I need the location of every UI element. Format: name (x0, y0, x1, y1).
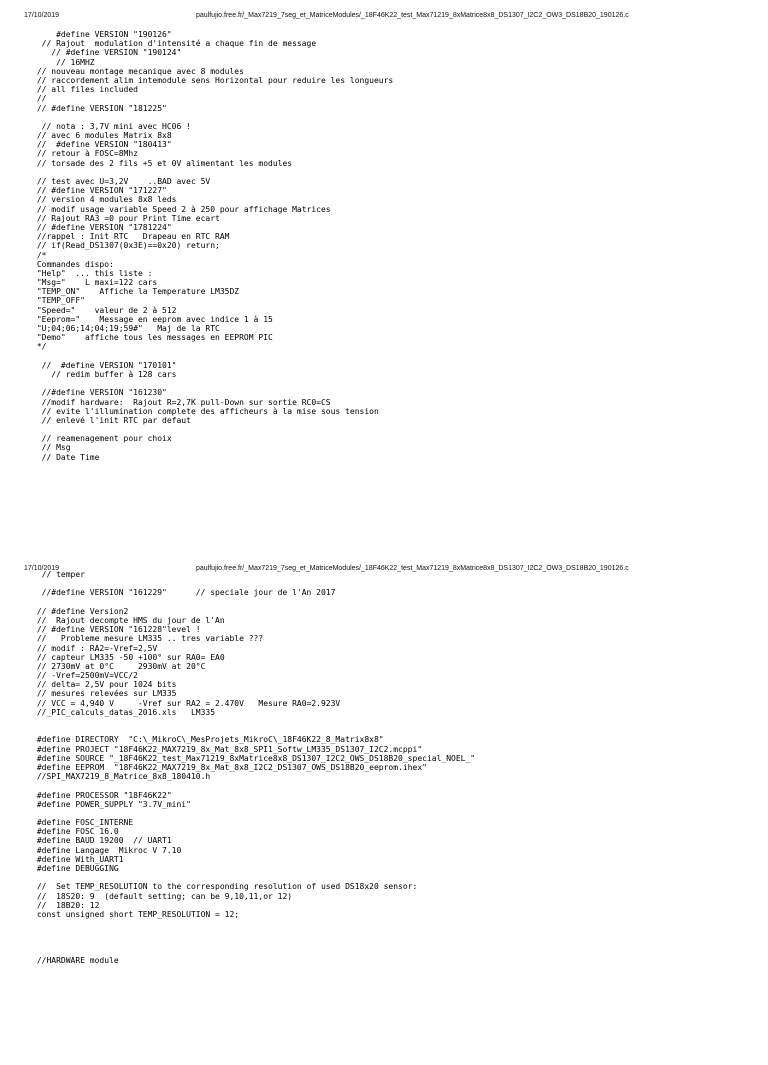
code-line: //_PIC_calculs_datas_2016.xls LM335 (32, 707, 216, 717)
code-line: // Msg (32, 443, 71, 453)
code-line: /* (32, 250, 47, 260)
code-listing (32, 570, 744, 965)
code-line: "TEMP_ON" Affiche la Temperature LM35DZ (32, 287, 240, 297)
code-line: // enlevé l'init RTC par defaut (32, 415, 191, 425)
code-line: "TEMP_OFF" (32, 296, 85, 306)
code-line: // 2730mV at 0°C 2930mV at 20°C (32, 661, 206, 671)
code-line: // 18B20: 12 (32, 900, 100, 910)
code-line: #define DEBUGGING (32, 864, 119, 873)
header-date: 17/10/2019 (24, 12, 60, 19)
code-line: //HARDWARE module (32, 955, 119, 965)
document-page-2 (0, 553, 768, 1065)
code-line: // -Vref=2500mV=VCC/2 (32, 671, 138, 681)
code-line: #define SOURCE "_18F46K22_test_Max71219_8xMatrice8x8_DS1307_I2C2_OWS_DS18B20_special_NOEL_" (32, 753, 476, 763)
code-line: // #define VERSION "181225" (32, 103, 167, 113)
code-line: // #define VERSION "170101" (32, 360, 177, 370)
code-line (32, 379, 744, 388)
code-line: // #define VERSION "1781224" (32, 222, 172, 232)
code-line (32, 938, 744, 947)
code-line: // temper (32, 570, 85, 579)
code-line (32, 579, 744, 588)
code-line: "Speed=" valeur de 2 à 512 (32, 305, 177, 315)
code-line: // Rajout modulation d'intensité a chaque fin de message (32, 39, 317, 49)
code-line: // version 4 modules 8x8 leds (32, 195, 177, 205)
code-line: // torsade des 2 fils +5 et 0V alimentant les modules (32, 158, 293, 168)
code-line (32, 809, 744, 818)
code-line: #define Langage Mikroc V 7.10 (32, 845, 182, 855)
code-line: #define BAUD 19200 // UART1 (32, 836, 172, 846)
code-line: //SPI_MAX7219_8_Matrice_8x8_180410.h (32, 772, 211, 782)
code-line: #define PROJECT "18F46K22_MAX7219_8x_Mat_8x8_SPI1_Softw_LM335_DS1307_I2C2.mcppi" (32, 744, 423, 754)
code-line: // nota : 3,7V mini avec HC06 ! (32, 121, 191, 131)
code-line: // #define VERSION "190124" (32, 48, 182, 58)
code-line: // if(Read_DS1307(0x3E)==0x20) return; (32, 241, 220, 251)
code-line: // test avec U=3,2V ..BAD avec 5V (32, 177, 211, 186)
code-line: // modif : RA2=-Vref=2,5V (32, 643, 158, 653)
code-line (32, 598, 744, 607)
code-line: // reamenagement pour choix (32, 434, 172, 444)
code-line: "Eeprom=" Message en eeprom avec indice 1 à 15 (32, 314, 273, 324)
code-line (32, 425, 744, 434)
code-line (32, 919, 744, 928)
code-line: // nouveau montage mecanique avec 8 modules (32, 66, 244, 76)
code-line: // raccordement alim intemodule sens Horizontal pour reduire les longueurs (32, 75, 394, 85)
code-line: #define POWER_SUPPLY "3.7V_mini" (32, 799, 191, 809)
header-url: paulfujio.free.fr/_Max7219_7seg_et_MatriceModules/_18F46K22_test_Max71219_8xMatrice8x8_DS1307_I2C2_OW3_DS18B20_190126.c (196, 565, 629, 572)
code-line: // VCC = 4,940 V -Vref sur RA2 = 2.470V Mesure RA0=2.923V (32, 698, 341, 708)
code-line: "Msg=" L maxi=122 cars (32, 278, 158, 288)
code-line: // delta= 2,5V pour 1024 bits (32, 680, 177, 690)
code-line: // mesures relevées sur LM335 (32, 689, 177, 699)
code-line: */ (32, 342, 47, 352)
code-line: // evite l'illumination complete des afficheurs à la mise sous tension (32, 406, 379, 416)
code-line: // #define Version2 (32, 606, 129, 616)
code-line (32, 928, 744, 937)
code-line (32, 873, 744, 882)
code-line (32, 726, 744, 735)
code-line: const unsigned short TEMP_RESOLUTION = 12; (32, 909, 240, 919)
code-line: #define EEPROM "18F46K22_MAX7219_8x_Mat_8x8_I2C2_DS1307_OWS_DS18B20_eeprom.ihex" (32, 762, 427, 772)
code-line: "U;04;06;14;04;19;59#" Maj de la RTC (32, 324, 220, 333)
code-line (32, 168, 744, 177)
code-line: //modif hardware: Rajout R=2,7K pull-Down sur sortie RC0=CS (32, 397, 331, 407)
code-line: #define VERSION "190126" (32, 30, 172, 39)
code-line: // Probleme mesure LM335 .. tres variable ??? (32, 634, 264, 644)
code-line: #define With_UART1 (32, 854, 124, 864)
code-line: //#define VERSION "161230" (32, 388, 167, 398)
code-line: // redim buffer à 128 cars (32, 369, 177, 379)
header-url: paulfujio.free.fr/_Max7219_7seg_et_MatriceModules/_18F46K22_test_Max71219_8xMatrice8x8_DS1307_I2C2_OW3_DS18B20_190126.c (196, 12, 629, 19)
code-line: //#define VERSION "161229" // speciale jour de l'An 2017 (32, 588, 336, 598)
code-line: #define DIRECTORY "C:\_MikroC\_MesProjets_MikroC\_18F46K22_8_Matrix8x8" (32, 735, 384, 745)
code-line: // 18S20: 9 (default setting; can be 9,10,11,or 12) (32, 891, 293, 901)
code-line (32, 113, 744, 122)
code-line: // #define VERSION "180413" (32, 140, 172, 150)
code-line: // all files included (32, 85, 138, 95)
code-line: // Date Time (32, 452, 100, 462)
code-line: #define FOSC 16.0 (32, 827, 119, 837)
document-page-1 (0, 0, 768, 512)
code-line: //rappel : Init RTC Drapeau en RTC RAM (32, 232, 230, 242)
page-gap (0, 512, 768, 553)
code-line: Commandes dispo: (32, 259, 114, 269)
code-line: "Help" ... this liste : (32, 268, 153, 278)
code-line: #define FOSC_INTERNE (32, 818, 134, 828)
code-line (32, 352, 744, 361)
header-date: 17/10/2019 (24, 565, 60, 572)
code-line (32, 781, 744, 790)
code-line: // #define VERSION "161228"level ! (32, 625, 201, 635)
code-line: // Rajout RA3 =0 pour Print Time ecart (32, 213, 220, 223)
code-line (32, 717, 744, 726)
code-line: // Set TEMP_RESOLUTION to the corresponding resolution of used DS18x20 sensor: (32, 882, 418, 892)
code-line: "Demo" affiche tous les messages en EEPROM PIC (32, 333, 273, 343)
code-listing (32, 30, 744, 462)
code-line: // 16MHZ (32, 57, 95, 67)
code-line: // #define VERSION "171227" (32, 186, 167, 196)
code-line (32, 947, 744, 956)
code-line: // (32, 94, 47, 104)
code-line: // retour à FOSC=8Mhz (32, 149, 138, 159)
code-line: // avec 6 modules Matrix 8x8 (32, 131, 172, 141)
code-line: #define PROCESSOR "18F46K22" (32, 790, 172, 800)
code-line: // capteur LM335 -50 +100° sur RA0= EA0 (32, 652, 225, 662)
code-line: // modif usage variable Speed 2 à 250 pour affichage Matrices (32, 204, 331, 214)
code-line: // Rajout decompte HMS du jour de l'An (32, 615, 225, 625)
